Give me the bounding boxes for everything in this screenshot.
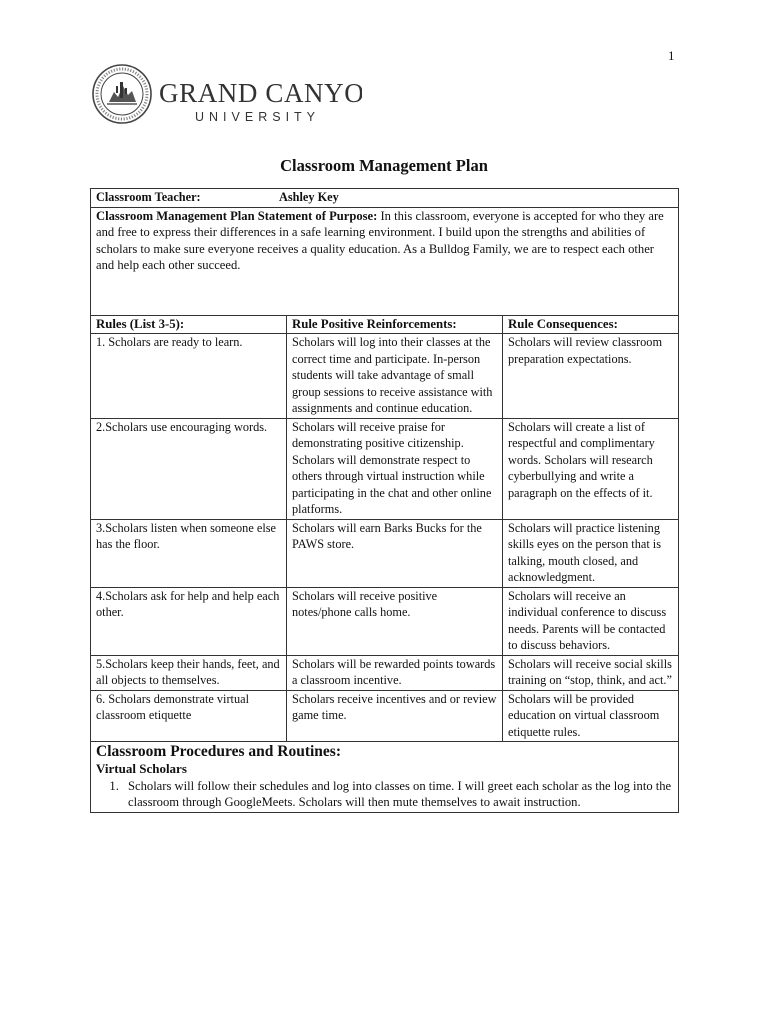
university-logo — [92, 62, 362, 126]
rule-cell: 1. Scholars are ready to learn. — [91, 334, 287, 419]
consequence-cell: Scholars will create a list of respectful and complimentary words. Scholars will research cyberbullying and write a paragraph on the effects of it. — [503, 418, 679, 519]
consequence-cell: Scholars will be provided education on virtual classroom etiquette rules. — [503, 690, 679, 742]
brand-subname: UNIVERSITY — [195, 110, 321, 124]
document-title: Classroom Management Plan — [280, 156, 488, 175]
management-plan-table — [90, 188, 679, 813]
brand-name: GRAND CANYON — [159, 78, 362, 108]
table-row — [91, 655, 679, 690]
procedures-title: Classroom Procedures and Routines: — [96, 743, 341, 760]
table-row — [91, 418, 679, 519]
column-header-rules: Rules (List 3-5): — [91, 315, 287, 334]
reinforcement-cell: Scholars will receive positive notes/phone calls home. — [287, 587, 503, 655]
purpose-text: In this classroom, everyone is accepted for who they are and free to express their differences in a safe learning environment. I build upon the strengths and abilities of scholars to make sure everyone receives a quality education. As a Bulldog Family, we are to respect each other and help each other succeed. — [96, 208, 664, 272]
table-header-row — [91, 315, 679, 334]
teacher-row — [91, 189, 679, 208]
consequence-cell: Scholars will practice listening skills eyes on the person that is talking, mouth closed, and acknowledgment. — [503, 519, 679, 587]
procedures-subtitle: Virtual Scholars — [96, 761, 187, 776]
rule-cell: 2.Scholars use encouraging words. — [91, 418, 287, 519]
teacher-label: Classroom Teacher: — [96, 190, 201, 204]
table-row — [91, 690, 679, 742]
table-row — [91, 334, 679, 419]
procedures-list — [96, 778, 674, 811]
consequence-cell: Scholars will review classroom preparation expectations. — [503, 334, 679, 419]
reinforcement-cell: Scholars will earn Barks Bucks for the PAWS store. — [287, 519, 503, 587]
column-header-consequences: Rule Consequences: — [503, 315, 679, 334]
table-row — [91, 587, 679, 655]
purpose-row — [91, 207, 679, 315]
consequence-cell: Scholars will receive an individual conference to discuss needs. Parents will be contacted to discuss behaviors. — [503, 587, 679, 655]
procedures-row — [91, 742, 679, 813]
rule-cell: 4.Scholars ask for help and help each other. — [91, 587, 287, 655]
reinforcement-cell: Scholars will log into their classes at the correct time and participate. In-person students will take advantage of small group sessions to receive assistance with assignments and continue education. — [287, 334, 503, 419]
page-number: 1 — [668, 48, 675, 63]
teacher-name: Ashley Key — [279, 190, 339, 204]
table-row — [91, 519, 679, 587]
rule-cell: 3.Scholars listen when someone else has the floor. — [91, 519, 287, 587]
rule-cell: 5.Scholars keep their hands, feet, and all objects to themselves. — [91, 655, 287, 690]
reinforcement-cell: Scholars will be rewarded points towards a classroom incentive. — [287, 655, 503, 690]
seal-icon — [93, 65, 151, 123]
reinforcement-cell: Scholars receive incentives and or review game time. — [287, 690, 503, 742]
column-header-reinforcements: Rule Positive Reinforcements: — [287, 315, 503, 334]
purpose-label: Classroom Management Plan Statement of Purpose: — [96, 208, 378, 223]
consequence-cell: Scholars will receive social skills training on “stop, think, and act.” — [503, 655, 679, 690]
reinforcement-cell: Scholars will receive praise for demonstrating positive citizenship. Scholars will demonstrate respect to others through virtual instruction while participating in the chat and other online platforms. — [287, 418, 503, 519]
rule-cell: 6. Scholars demonstrate virtual classroom etiquette — [91, 690, 287, 742]
procedure-item: 1. Scholars will follow their schedules and log into classes on time. I will greet each scholar as the log into the classroom through GoogleMeets. Scholars will then mute themselves to await instruction. — [122, 778, 674, 811]
